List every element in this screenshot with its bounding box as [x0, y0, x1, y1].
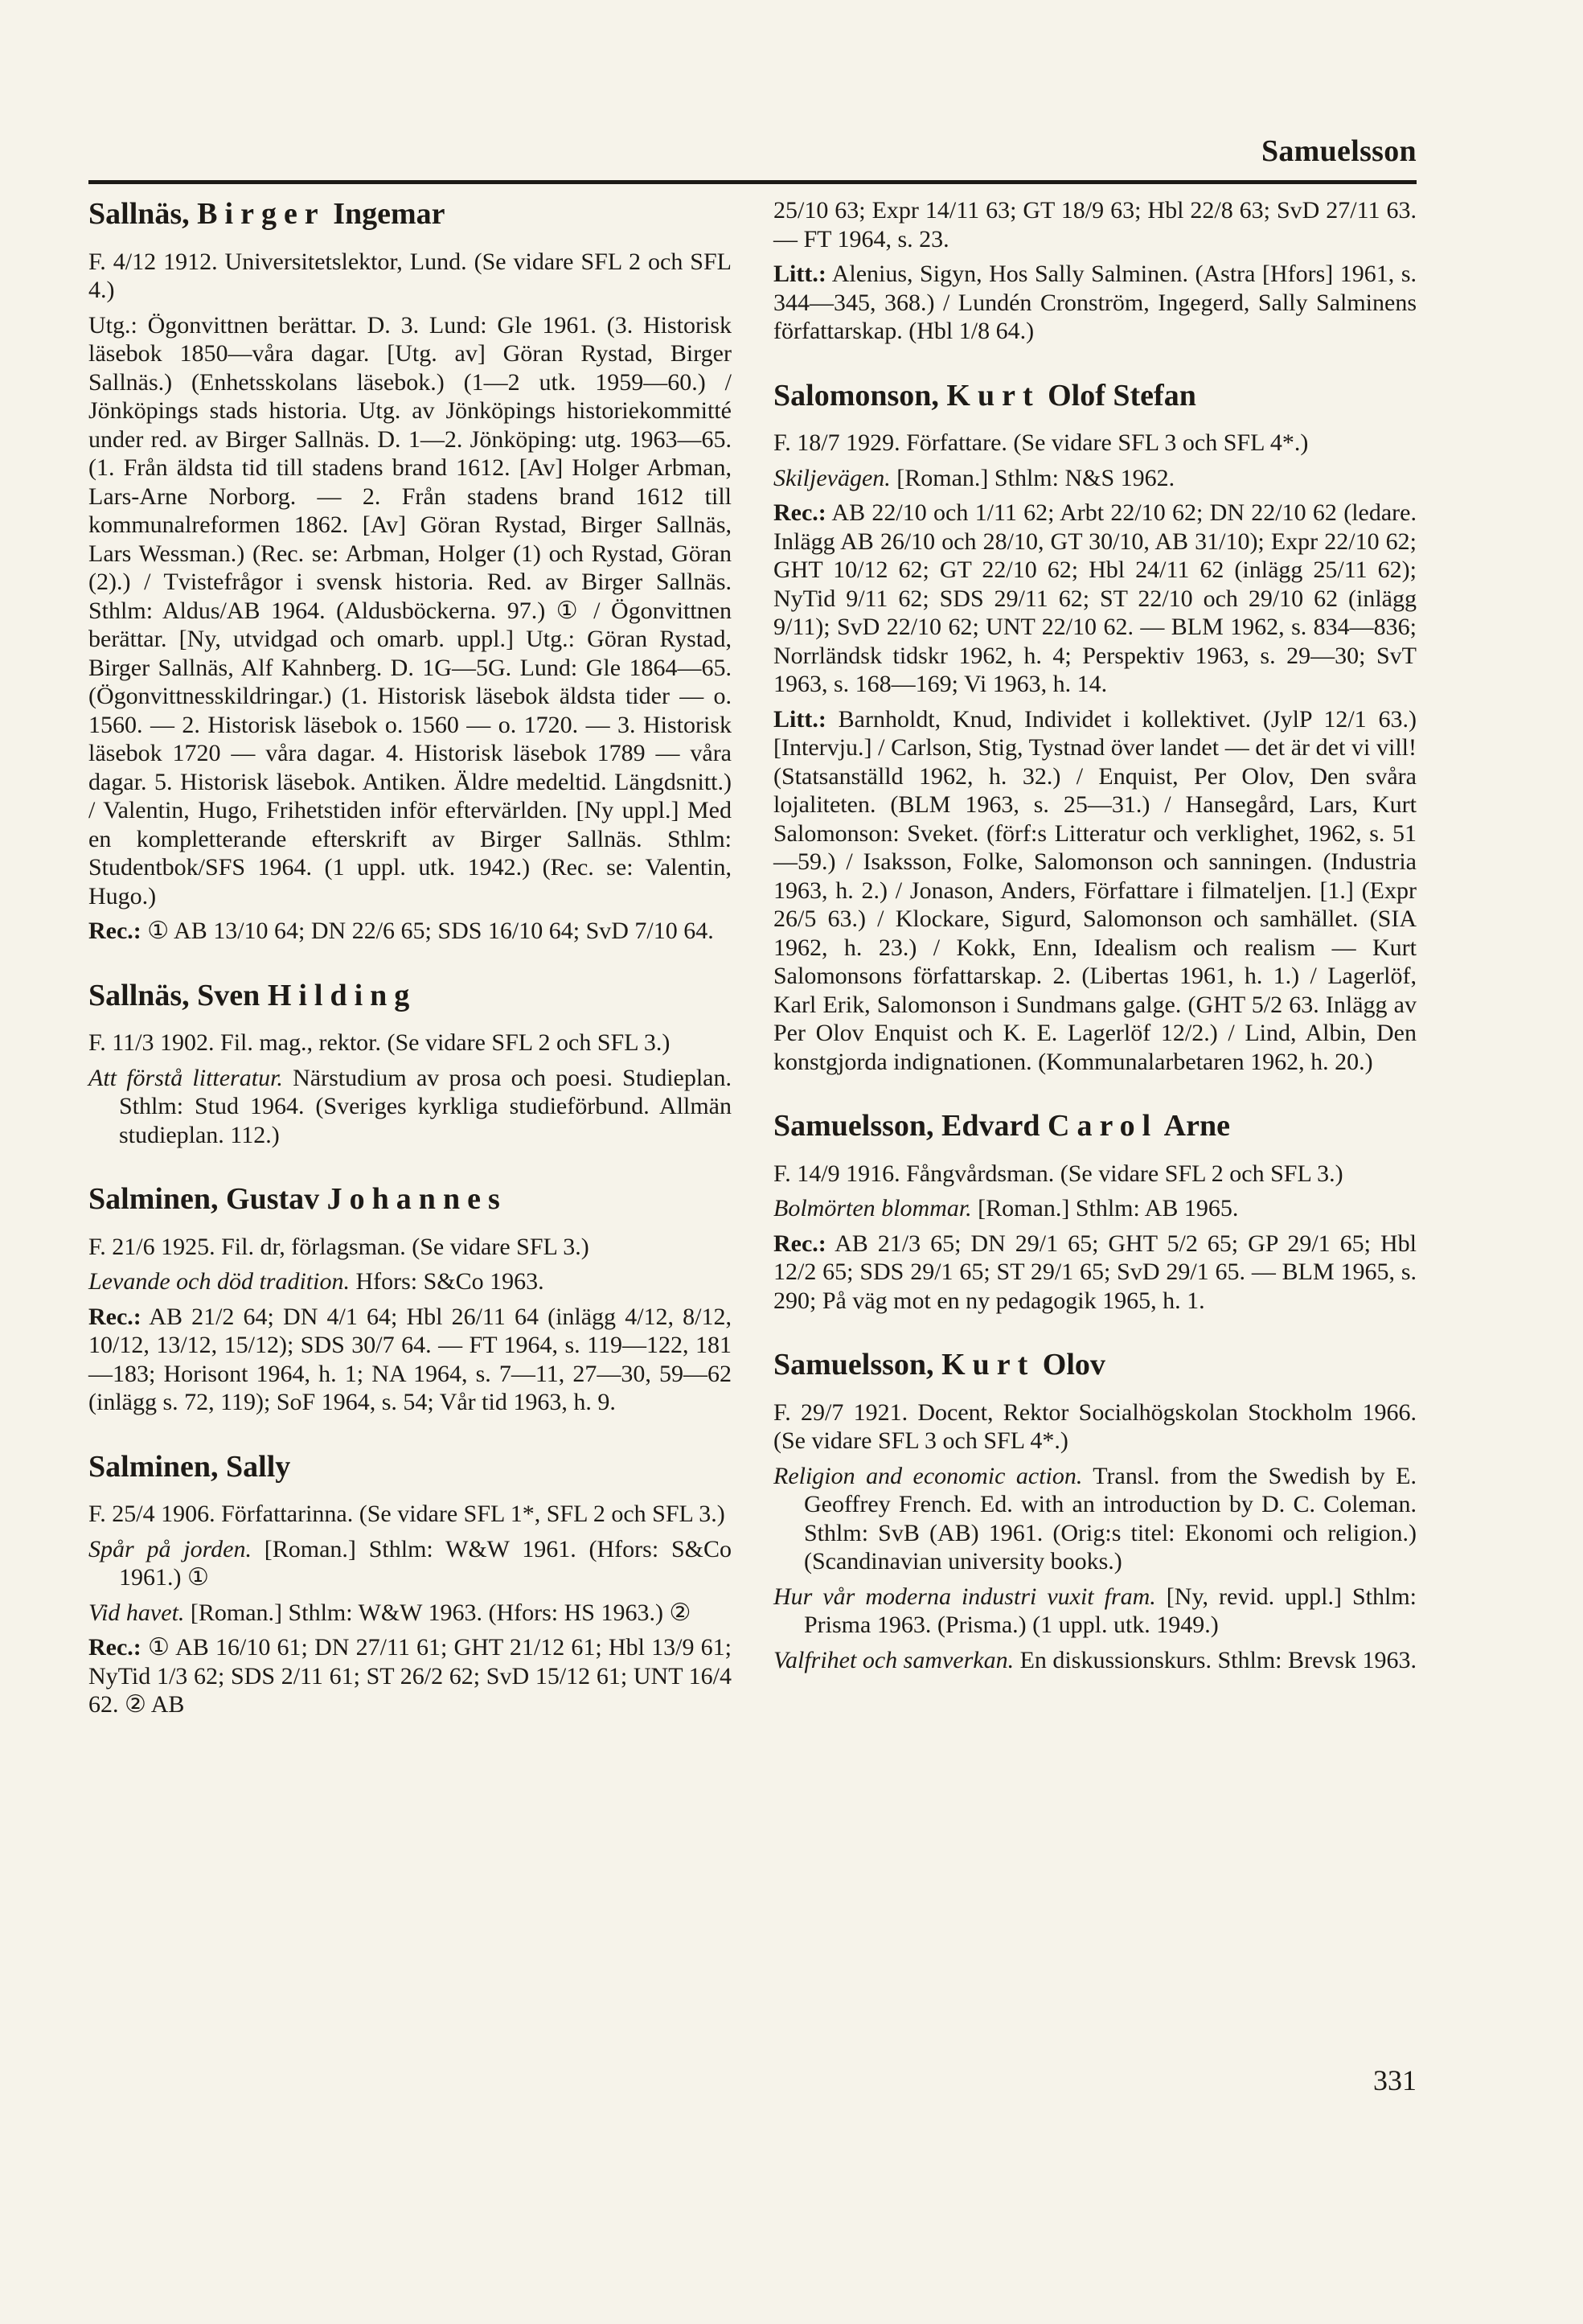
entry-bio: F. 4/12 1912. Universitetslektor, Lund. (Se vidare SFL 2 och SFL 4.): [88, 248, 732, 304]
entry-work: [773, 464, 1417, 493]
entry-salminen-gustav: [88, 1181, 732, 1417]
heading-text: Olov: [1035, 1348, 1105, 1382]
entry-heading: [773, 1108, 1417, 1145]
rec-label: Rec.:: [773, 1230, 826, 1257]
entry-salminen-sally-continued: [773, 196, 1417, 346]
right-column: [773, 196, 1417, 1706]
litt-text: Barnholdt, Knud, Individet i kollektivet. (JylP 12/1 63.) [Intervju.] / Carlson, Stig, Tystnad över landet — det är det vi vill! (Statsanställd 1962, h. 32.) / Enquist, Per Olov, Den svåra lojaliteten. (BLM 1963, s. 25—31.) / Hansegård, Lars, Kurt Salomonson: Sveket. (förf:s Litteratur och verklighet, 1962, s. 51—59.) / Isaksson, Folke, Salomonson och sanningen. (Industria 1963, h. 2.) / Jonason, Anders, Författare i filmateljen. [1.] (Expr 26/5 63.) / Klockare, Sigurd, Salomonson och samhället. (SIA 1962, h. 23.) / Kokk, Enn, Idealism och realism — Kurt Salomonsons författarskap. 2. (Libertas 1961, h. 1.) / Lagerlöf, Karl Erik, Salomonson i Sundmans galge. (GHT 5/2 63. Inlägg av Per Olov Enquist och K. E. Lagerlöf 12/2.) / Lind, Albin, Den konstgjorda indignationen. (Kommunalarbetaren 1962, h. 20.): [773, 705, 1417, 1075]
entry-salomonson-kurt: [773, 378, 1417, 1077]
rec-text: AB 21/3 65; DN 29/1 65; GHT 5/2 65; GP 29/1 65; Hbl 12/2 65; SDS 29/1 65; ST 29/1 65; SvD 29/1 65. — BLM 1965, s. 290; På väg mot en ny pedagogik 1965, h. 1.: [773, 1230, 1417, 1314]
rec-text: ① AB 13/10 64; DN 22/6 65; SDS 16/10 64; SvD 7/10 64.: [141, 918, 714, 945]
work-details: [Roman.] Sthlm: AB 1965.: [971, 1195, 1239, 1222]
rec-text: AB 21/2 64; DN 4/1 64; Hbl 26/11 64 (inlägg 4/12, 8/12, 10/12, 13/12, 15/12); SDS 30/7 64. — FT 1964, s. 119—122, 181—183; Horisont 1964, h. 1; NA 1964, s. 7—11, 27—30, 59—62 (inlägg s. 72, 119); SoF 1964, s. 54; Vår tid 1963, h. 9.: [88, 1303, 732, 1416]
rec-label: Rec.:: [773, 499, 826, 527]
entry-reviews-continued: 25/10 63; Expr 14/11 63; GT 18/9 63; Hbl 22/8 63; SvD 27/11 63. — FT 1964, s. 23.: [773, 197, 1417, 253]
entry-work: [88, 1599, 732, 1628]
entry-literature: [773, 260, 1417, 346]
heading-spaced-name: Carol: [1048, 1109, 1159, 1144]
work-title: Skiljevägen.: [773, 464, 891, 491]
entry-heading: [773, 378, 1417, 415]
work-title: Valfrihet och samverkan.: [773, 1646, 1015, 1673]
rec-text: AB 22/10 och 1/11 62; Arbt 22/10 62; DN 22/10 62 (ledare. Inlägg AB 26/10 och 28/10, GT 30/10, AB 31/10); Expr 22/10 62; GHT 10/12 62; GT 22/10 62; Hbl 24/11 62 (inlägg 25/11 62); NyTid 9/11 62; SDS 29/11 62; ST 22/10 och 29/10 62 (inlägg 9/11); SvD 22/10 62; UNT 22/10 62. — BLM 1962, s. 834—836; Norrländsk tidskr 1962, h. 4; Perspektiv 1963, s. 29—30; SvT 1963, s. 168—169; Vi 1963, h. 14.: [773, 499, 1417, 698]
entry-samuelsson-kurt: [773, 1347, 1417, 1674]
entry-heading: [88, 978, 732, 1015]
heading-text: Sallnäs,: [88, 197, 198, 231]
work-details: [Roman.] Sthlm: W&W 1963. (Hfors: HS 1963.) ②: [184, 1599, 691, 1626]
rec-label: Rec.:: [88, 918, 141, 945]
work-details: Närstudium av prosa och poesi. Studieplan. Sthlm: Stud 1964. (Sveriges kyrkliga studieförbund. Allmän studieplan. 112.): [119, 1064, 732, 1148]
entry-literature: [773, 705, 1417, 1077]
entry-reviews: [88, 917, 732, 946]
entry-heading: Salminen, Sally: [88, 1449, 291, 1484]
entry-heading: [88, 196, 732, 233]
running-head: Samuelsson: [1261, 134, 1417, 168]
entry-heading: [773, 1347, 1417, 1384]
header-rule: [88, 180, 1417, 184]
heading-text: Samuelsson, Edvard: [773, 1109, 1048, 1144]
rec-text: ① AB 16/10 61; DN 27/11 61; GHT 21/12 61; Hbl 13/9 61; NyTid 1/3 62; SDS 2/11 61; ST 26/2 62; SvD 15/12 61; UNT 16/4 62. ② AB: [88, 1634, 732, 1718]
heading-text: Ingemar: [325, 197, 445, 231]
work-details: En diskussionskurs. Sthlm: Brevsk 1963.: [1014, 1646, 1417, 1673]
entry-work: [773, 1646, 1417, 1675]
entry-bio: F. 29/7 1921. Docent, Rektor Socialhögskolan Stockholm 1966. (Se vidare SFL 3 och SFL 4*.): [773, 1398, 1417, 1455]
entry-work: [773, 1194, 1417, 1223]
litt-label: Litt.:: [773, 705, 826, 733]
work-title: Spår på jorden.: [88, 1535, 252, 1562]
work-details: Hfors: S&Co 1963.: [349, 1268, 544, 1295]
rec-label: Rec.:: [88, 1303, 141, 1330]
work-details: [Roman.] Sthlm: N&S 1962.: [890, 464, 1175, 491]
entry-heading: [88, 1181, 732, 1218]
entry-reviews: [88, 1633, 732, 1719]
entry-reviews: [88, 1303, 732, 1417]
entry-bio: F. 25/4 1906. Författarinna. (Se vidare SFL 1*, SFL 2 och SFL 3.): [88, 1501, 725, 1528]
work-title: Levande och död tradition.: [88, 1268, 350, 1295]
litt-label: Litt.:: [773, 261, 826, 287]
entry-works: Utg.: Ögonvittnen berättar. D. 3. Lund: Gle 1961. (3. Historisk läsebok 1850—våra dagar. [Utg. av] Göran Rystad, Birger Sallnäs.) (Enhetsskolans läsebok.) (1—2 utk. 1959—60.) / Jönköpings stads historia. Utg. av Jönköpings historiekommitté under red. av Birger Sallnäs. D. 1—2. Jönköping: utg. 1963—65. (1. Från äldsta tid till stadens brand 1612. [Av] Holger Arbman, Lars-Arne Norborg. — 2. Från stadens brand 1612 till kommunalreformen 1862. [Av] Göran Rystad, Birger Sallnäs, Lars Wessman.) (Rec. se: Arbman, Holger (1) och Rystad, Göran (2).) / Tvistefrågor i svensk historia. Red. av Birger Sallnäs. Sthlm: Aldus/AB 1964. (Aldusböckerna. 97.) ① / Ögonvittnen berättar. [Ny, utvidgad och omarb. uppl.] Utg.: Göran Rystad, Birger Sallnäs, Alf Kahnberg. D. 1G—5G. Lund: Gle 1864—65. (Ögonvittnesskildringar.) (1. Historisk läsebok äldsta tider — o. 1560. — 2. Historisk läsebok o. 1560 — o. 1720. — 3. Historisk läsebok 1720 — våra dagar. 4. Historisk läsebok 1789 — våra dagar. 5. Historisk läsebok. Antiken. Äldre medeltid. Längdsnitt.) / Valentin, Hugo, Frihetstiden inför eftervärlden. [Ny uppl.] Med en kompletterande efterskrift av Birger Sallnäs. Sthlm: Studentbok/SFS 1964. (1 uppl. utk. 1942.) (Rec. se: Valentin, Hugo.): [88, 311, 732, 909]
page-number: 331: [1373, 2064, 1417, 2096]
work-details: [Ny, revid. uppl.] Sthlm: Prisma 1963. (Prisma.) (1 uppl. utk. 1949.): [804, 1583, 1417, 1639]
heading-text: Samuelsson,: [773, 1348, 942, 1382]
heading-text: Sallnäs, Sven: [88, 978, 268, 1012]
rec-label: Rec.:: [88, 1634, 141, 1661]
entry-work: [773, 1462, 1417, 1576]
heading-spaced-name: Kurt: [946, 378, 1040, 413]
entry-reviews: [773, 499, 1417, 699]
work-title: Bolmörten blommar.: [773, 1195, 972, 1222]
heading-text: Arne: [1158, 1109, 1230, 1144]
entry-work: [88, 1064, 732, 1150]
work-title: Att förstå litteratur.: [88, 1064, 283, 1091]
entry-sallnas-birger: [88, 196, 732, 946]
entry-reviews: [773, 1230, 1417, 1316]
entry-samuelsson-edvard: [773, 1108, 1417, 1315]
left-column: [88, 196, 732, 1751]
entry-salminen-sally: [88, 1449, 732, 1719]
heading-text: Salminen, Gustav: [88, 1182, 327, 1217]
heading-spaced-name: Johannes: [326, 1182, 507, 1217]
entry-sallnas-sven: [88, 978, 732, 1150]
entry-bio: F. 11/3 1902. Fil. mag., rektor. (Se vidare SFL 2 och SFL 3.): [88, 1029, 671, 1057]
heading-text: Olof Stefan: [1040, 378, 1196, 413]
entry-work: [88, 1267, 732, 1296]
entry-work: [773, 1583, 1417, 1640]
heading-spaced-name: Birger: [197, 197, 326, 231]
heading-spaced-name: Kurt: [941, 1348, 1036, 1382]
entry-bio: F. 14/9 1916. Fångvårdsman. (Se vidare SFL 2 och SFL 3.): [773, 1160, 1343, 1187]
work-title: Hur vår moderna industri vuxit fram.: [773, 1583, 1156, 1610]
heading-text: Salomonson,: [773, 378, 947, 413]
heading-spaced-name: Hilding: [267, 978, 417, 1012]
work-details: [Roman.] Sthlm: W&W 1961. (Hfors: S&Co 1961.) ①: [119, 1535, 732, 1591]
entry-bio: F. 21/6 1925. Fil. dr, förlagsman. (Se vidare SFL 3.): [88, 1233, 589, 1260]
entry-bio: F. 18/7 1929. Författare. (Se vidare SFL 3 och SFL 4*.): [773, 429, 1309, 457]
litt-text: Alenius, Sigyn, Hos Sally Salminen. (Astra [Hfors] 1961, s. 344—345, 368.) / Lundén Cronström, Ingegerd, Sally Salminens författarskap. (Hbl 1/8 64.): [773, 261, 1417, 344]
work-title: Religion and economic action.: [773, 1462, 1083, 1489]
entry-work: [88, 1535, 732, 1592]
work-title: Vid havet.: [88, 1599, 185, 1626]
work-details: Transl. from the Swedish by E. Geoffrey French. Ed. with an introduction by D. C. Coleman. Sthlm: SvB (AB) 1961. (Orig:s titel: Ekonomi och religion.) (Scandinavian university books.): [804, 1462, 1417, 1575]
